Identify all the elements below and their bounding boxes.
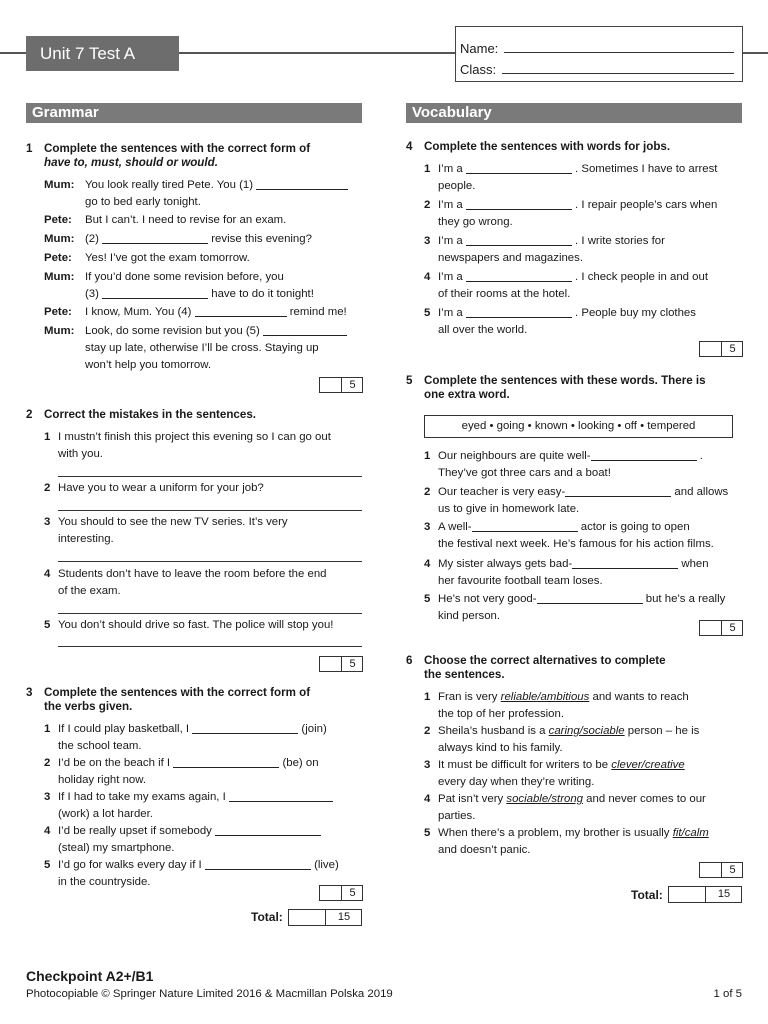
q4-item: 3 I’m a . I write stories for newspapers and magazines. [424,235,665,264]
q4-item: 5 I’m a . People buy my clothes all over the world. [424,307,696,336]
grammar-total-label: Total: [251,910,283,924]
answer-blank[interactable] [195,305,287,317]
answer-line[interactable] [58,561,362,562]
q4-instruction: 4 Complete the sentences with words for jobs. [406,140,671,153]
q5-instruction: 5 Complete the sentences with these words. There is one extra word. [406,374,706,401]
alternatives[interactable]: clever/creative [611,759,685,771]
q1-score-box[interactable]: 5 [319,377,363,393]
answer-blank[interactable] [472,520,578,532]
answer-line[interactable] [58,476,362,477]
q6-item: 2 Sheila’s husband is a caring/sociable person – he is always kind to his family. [424,725,700,754]
answer-blank[interactable] [102,287,208,299]
q1-line: Pete: Yes! I’ve got the exam tomorrow. [44,252,250,264]
q5-score-box[interactable]: 5 [699,620,743,636]
q5-item: 3 A well- actor is going to open the festival next week. He’s famous for his action films. [424,521,714,550]
q1-line: Mum: (2) revise this evening? [44,233,312,245]
q4-item: 1 I’m a . Sometimes I have to arrest people. [424,163,718,192]
unit-title: Unit 7 Test A [26,36,179,71]
q3-item: 2 I’d be on the beach if I (be) on holiday right now. [44,757,319,786]
q2-item: 2 Have you to wear a uniform for your job? [44,482,264,494]
alternatives[interactable]: fit/calm [672,827,709,839]
q5-item: 1 Our neighbours are quite well- . They’ve got three cars and a boat! [424,450,703,479]
alternatives[interactable]: caring/sociable [548,725,625,737]
q3-item: 1 If I could play basketball, I (join) the school team. [44,723,327,752]
answer-line[interactable] [58,646,362,647]
q6-instruction: 6 Choose the correct alternatives to complete the sentences. [406,654,666,681]
q2-item: 1 I mustn’t finish this project this evening so I can go out with you. [44,431,331,460]
q2-item: 4 Students don’t have to leave the room before the end of the exam. [44,568,327,597]
q1-line: Pete: I know, Mum. You (4) remind me! [44,306,347,318]
level-label: Checkpoint A2+/B1 [26,968,154,984]
answer-blank[interactable] [215,824,321,836]
q1-instruction: 1 Complete the sentences with the correct form of have to, must, should or would. [26,142,311,169]
name-label: Name: [460,41,499,56]
grammar-heading: Grammar [26,103,362,123]
answer-blank[interactable] [537,592,643,604]
class-field[interactable] [502,73,734,74]
answer-line[interactable] [58,613,362,614]
q3-score-box[interactable]: 5 [319,885,363,901]
vocabulary-total-label: Total: [631,888,663,902]
answer-blank[interactable] [263,324,347,336]
q4-item: 4 I’m a . I check people in and out of their rooms at the hotel. [424,271,709,300]
copyright-text: Photocopiable © Springer Nature Limited 2016 & Macmillan Polska 2019 [26,988,393,1000]
vocabulary-heading: Vocabulary [406,103,742,123]
q5-item: 5 He’s not very good- but he’s a really kind person. [424,593,726,622]
page-number: 1 of 5 [713,988,742,1000]
class-label: Class: [460,62,497,77]
q3-item: 5 I’d go for walks every day if I (live) in the countryside. [44,859,339,888]
q1-line: Mum: You look really tired Pete. You (1) go to bed early tonight. [44,177,364,211]
alternatives[interactable]: sociable/strong [506,793,583,805]
answer-blank[interactable] [572,557,678,569]
word-box: eyed • going • known • looking • off • tempered [424,415,733,438]
q3-item: 3 If I had to take my exams again, I (work) a lot harder. [44,789,364,823]
q3-instruction: 3 Complete the sentences with the correct form of the verbs given. [26,686,311,713]
answer-blank[interactable] [192,722,298,734]
q6-item: 1 Fran is very reliable/ambitious and wants to reach the top of her profession. [424,691,689,720]
answer-blank[interactable] [466,198,572,210]
answer-line[interactable] [58,510,362,511]
answer-blank[interactable] [591,449,697,461]
q4-item: 2 I’m a . I repair people’s cars when they go wrong. [424,199,718,228]
q2-score-box[interactable]: 5 [319,656,363,672]
answer-blank[interactable] [205,858,311,870]
q6-item: 3 It must be difficult for writers to be clever/creative every day when they’re writing. [424,759,685,788]
q1-line: Mum: Look, do some revision but you (5) stay up late, otherwise I’ll be cross. Staying up won’t help you tomorrow. [44,323,364,374]
name-class-box [455,26,743,82]
q1-line: Mum: If you’d done some revision before, you (3) have to do it tonight! [44,271,314,300]
q5-item: 4 My sister always gets bad- when her favourite football team loses. [424,558,709,587]
q6-item: 4 Pat isn’t very sociable/strong and never comes to our parties. [424,793,706,822]
q6-score-box[interactable]: 5 [699,862,743,878]
q4-score-box[interactable]: 5 [699,341,743,357]
q2-item: 5 You don’t should drive so fast. The police will stop you! [44,619,334,631]
q2-instruction: 2 Correct the mistakes in the sentences. [26,408,256,421]
q1-line: Pete: But I can’t. I need to revise for an exam. [44,214,287,226]
answer-blank[interactable] [466,162,572,174]
answer-blank[interactable] [466,270,572,282]
q2-item: 3 You should to see the new TV series. It’s very interesting. [44,516,288,545]
answer-blank[interactable] [565,485,671,497]
grammar-total-box[interactable]: 15 [288,909,362,926]
answer-blank[interactable] [229,790,333,802]
answer-blank[interactable] [466,306,572,318]
answer-blank[interactable] [256,178,348,190]
q5-item: 2 Our teacher is very easy- and allows us to give in homework late. [424,486,729,515]
answer-blank[interactable] [466,234,572,246]
name-field[interactable] [504,52,734,53]
q3-item: 4 I’d be really upset if somebody (steal) my smartphone. [44,823,364,857]
vocabulary-total-box[interactable]: 15 [668,886,742,903]
answer-blank[interactable] [173,756,279,768]
alternatives[interactable]: reliable/ambitious [500,691,590,703]
q6-item: 5 When there’s a problem, my brother is usually fit/calm and doesn’t panic. [424,827,709,856]
header-rule-right [743,52,768,54]
answer-blank[interactable] [102,232,208,244]
